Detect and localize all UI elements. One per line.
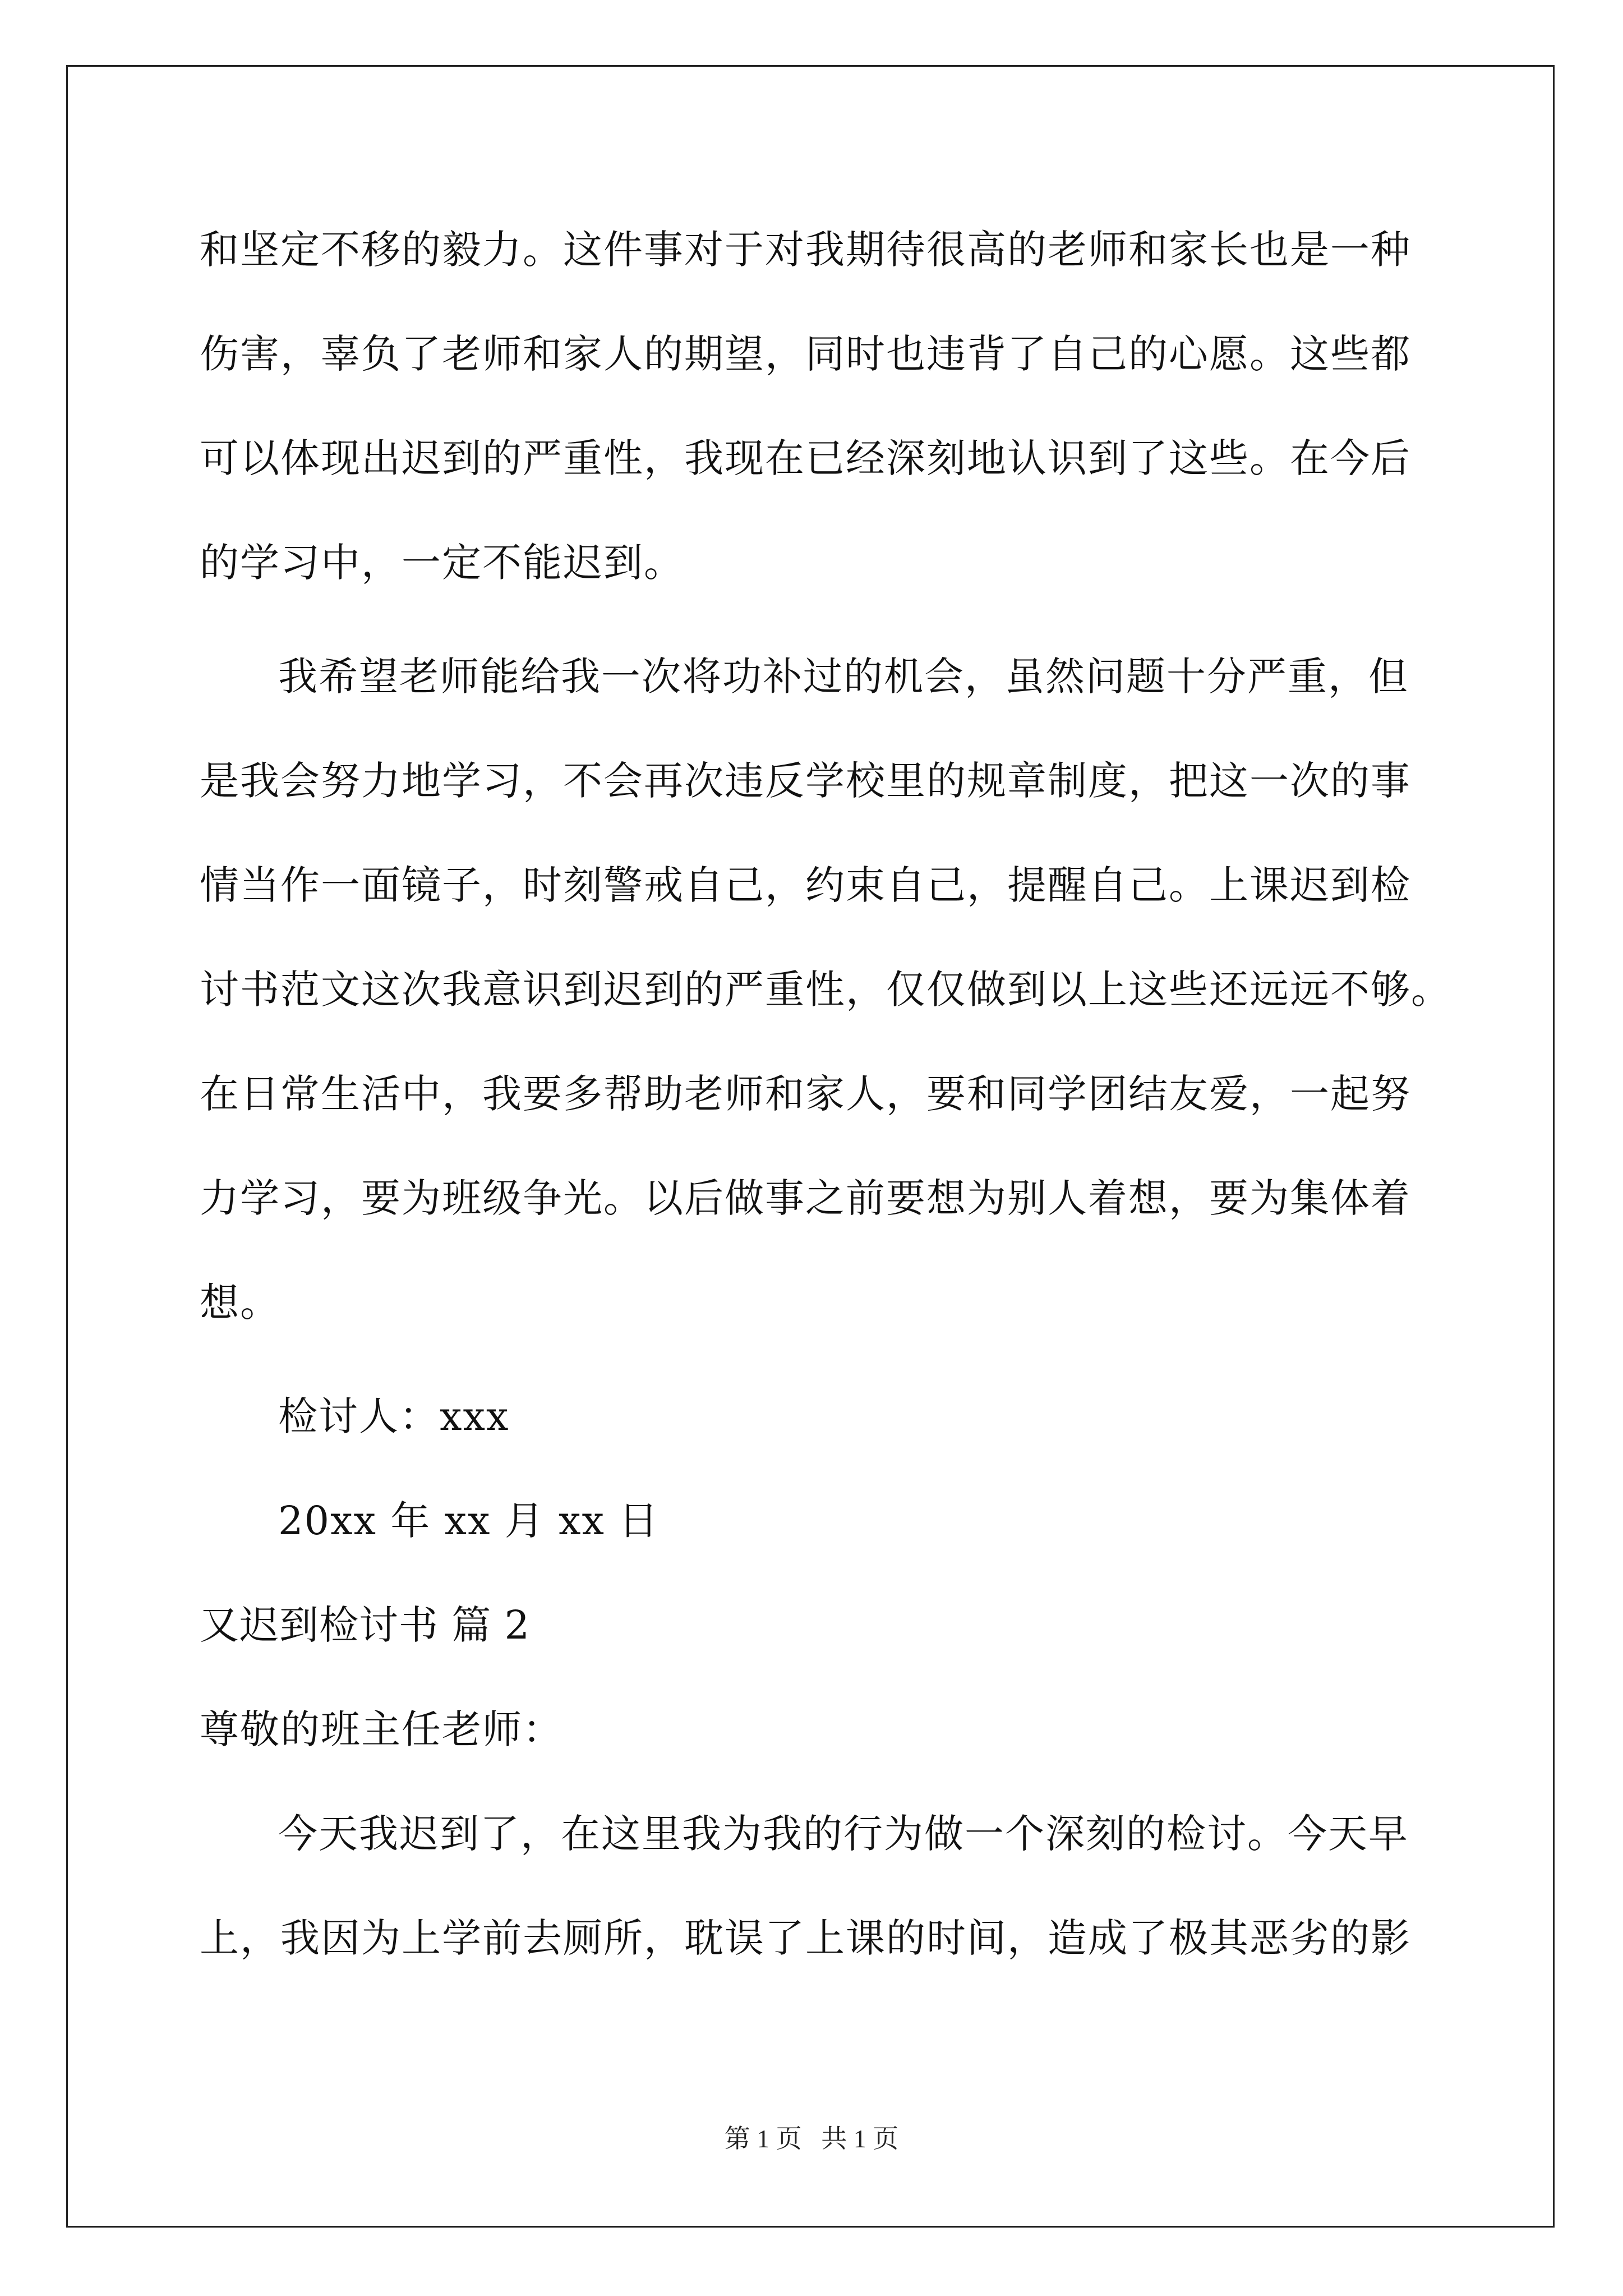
body-text-line: 我希望老师能给我一次将功补过的机会，虽然问题十分严重，但 [278,654,1409,700]
body-text-line: 今天我迟到了，在这里我为我的行为做一个深刻的检讨。今天早 [278,1811,1409,1857]
body-text-line: 讨书范文这次我意识到迟到的严重性，仅仅做到以上这些还远远不够。 [200,967,1451,1013]
date-line: 20xx 年 xx 月 xx 日 [278,1498,660,1544]
body-text-line: 情当作一面镜子，时刻警戒自己，约束自己，提醒自己。上课迟到检 [200,862,1411,908]
page-border [66,65,1555,2228]
page-number: 第 1 页 共 1 页 [724,2124,899,2153]
body-text-line: 是我会努力地学习，不会再次违反学校里的规章制度，把这一次的事 [200,758,1411,804]
body-text-line: 伤害，辜负了老师和家人的期望，同时也违背了自己的心愿。这些都 [200,331,1411,377]
body-text-line: 想。 [200,1280,280,1326]
page-footer [0,2126,1623,2152]
body-text-line: 可以体现出迟到的严重性，我现在已经深刻地认识到了这些。在今后 [200,435,1411,481]
body-text-line: 在日常生活中，我要多帮助老师和家人，要和同学团结友爱，一起努 [200,1071,1411,1117]
body-text-line: 力学习，要为班级争光。以后做事之前要想为别人着想，要为集体着 [200,1175,1411,1221]
body-text-line: 的学习中，一定不能迟到。 [200,540,684,586]
salutation: 尊敬的班主任老师： [200,1706,563,1752]
body-text-line: 上，我因为上学前去厕所，耽误了上课的时间，造成了极其恶劣的影 [200,1915,1411,1961]
signature-line: 检讨人：xxx [278,1393,510,1439]
section-heading: 又迟到检讨书 篇 2 [200,1602,531,1648]
body-text-line: 和坚定不移的毅力。这件事对于对我期待很高的老师和家长也是一种 [200,227,1411,273]
